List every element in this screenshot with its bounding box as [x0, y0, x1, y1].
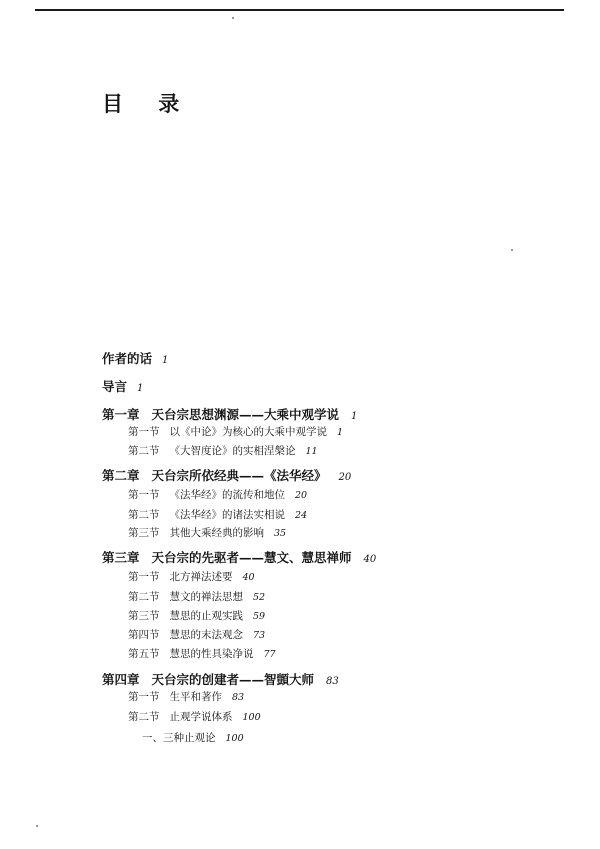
toc-entry-page-number: 59: [253, 611, 266, 622]
toc-chapter-entry: [102, 349, 168, 367]
toc-entry-page-number: 83: [326, 676, 339, 687]
toc-entry-page-number: 1: [162, 355, 169, 366]
toc-entry-number: 第三节: [128, 527, 160, 539]
toc-entry-page-number: 100: [225, 733, 244, 744]
toc-entry-title: 天台宗的先驱者——慧文、慧思禅师: [151, 550, 352, 565]
toc-entry-title: 天台宗思想渊源——大乘中观学说: [151, 407, 340, 422]
toc-chapter-entry: [102, 377, 143, 395]
toc-entry-title: 其他大乘经典的影响: [169, 527, 264, 539]
toc-entry-number: 第二节: [128, 591, 160, 603]
toc-entry-number: 第一节: [128, 426, 160, 438]
toc-entry-number: 第一节: [128, 489, 160, 501]
toc-section-entry: [128, 569, 255, 584]
toc-entry-title: 一、三种止观论: [142, 732, 216, 744]
toc-chapter-entry: [102, 405, 357, 423]
toc-chapter-entry: [102, 548, 376, 566]
toc-entry-number: 第二节: [128, 445, 160, 457]
toc-entry-title: 慧文的禅法思想: [169, 591, 243, 603]
toc-section-entry: [128, 608, 265, 623]
toc-section-entry: [128, 627, 265, 642]
toc-entry-number: 第三节: [128, 610, 160, 622]
toc-section-entry: [128, 589, 265, 604]
toc-entry-page-number: 24: [295, 510, 308, 521]
toc-entry-page-number: 20: [295, 490, 308, 501]
toc-entry-page-number: 40: [363, 554, 377, 565]
toc-entry-number: 第三章: [102, 550, 140, 565]
toc-chapter-entry: [102, 670, 339, 688]
toc-section-entry: [128, 709, 261, 724]
toc-entry-title: 慧思的末法观念: [169, 629, 243, 641]
toc-entry-number: 第一章: [102, 407, 140, 422]
toc-entry-title: 生平和著作: [169, 691, 222, 703]
toc-entry-page-number: 1: [137, 383, 144, 394]
toc-entry-title: 《法华经》的诸法实相说: [169, 509, 285, 521]
toc-section-entry: [128, 487, 307, 502]
toc-entry-title: 天台宗所依经典——《法华经》: [151, 468, 327, 483]
toc-entry-title: 天台宗的创建者——智顗大师: [151, 672, 315, 687]
toc-entry-page-number: 35: [274, 528, 287, 539]
toc-entry-title: 《法华经》的流传和地位: [169, 489, 285, 501]
toc-entry-page-number: 1: [337, 427, 344, 438]
toc-entry-title: 慧思的性具染净说: [169, 648, 254, 660]
toc-entry-title: 北方禅法述要: [169, 571, 233, 583]
toc-entry-page-number: 73: [253, 630, 266, 641]
toc-entry-title: 作者的话: [102, 351, 153, 366]
toc-chapter-entry: [102, 466, 351, 484]
toc-section-entry: [128, 525, 286, 540]
toc-entry-title: 《大智度论》的实相涅槃论: [169, 445, 296, 457]
toc-entry-page-number: 11: [305, 446, 318, 457]
toc-entry-number: 第二章: [102, 468, 140, 483]
toc-entry-title: 以《中论》为核心的大乘中观学说: [169, 426, 327, 438]
toc-entry-page-number: 1: [351, 411, 358, 422]
toc-section-entry: [128, 689, 244, 704]
toc-entry-page-number: 20: [338, 472, 352, 483]
page-title: 目 录: [102, 92, 194, 116]
toc-entry-number: 第五节: [128, 648, 160, 660]
toc-entry-page-number: 100: [242, 712, 261, 723]
toc-section-entry: [128, 424, 343, 439]
toc-entry-number: 第一节: [128, 691, 160, 703]
toc-section-entry: [128, 507, 307, 522]
toc-entry-title: 导言: [102, 379, 128, 394]
toc-entry-number: 第四节: [128, 629, 160, 641]
toc-entry-page-number: 52: [253, 592, 266, 603]
toc-entry-title: 慧思的止观实践: [169, 610, 243, 622]
toc-section-entry: [128, 443, 318, 458]
toc-entry-number: 第一节: [128, 571, 160, 583]
toc-entry-page-number: 83: [232, 692, 245, 703]
toc-entry-number: 第四章: [102, 672, 140, 687]
toc-section-entry: [142, 730, 244, 745]
toc-entry-page-number: 77: [263, 649, 276, 660]
toc-section-entry: [128, 646, 276, 661]
toc-entry-page-number: 40: [242, 572, 255, 583]
toc-entry-title: 止观学说体系: [169, 711, 233, 723]
toc-entry-number: 第二节: [128, 509, 160, 521]
toc-entry-number: 第二节: [128, 711, 160, 723]
